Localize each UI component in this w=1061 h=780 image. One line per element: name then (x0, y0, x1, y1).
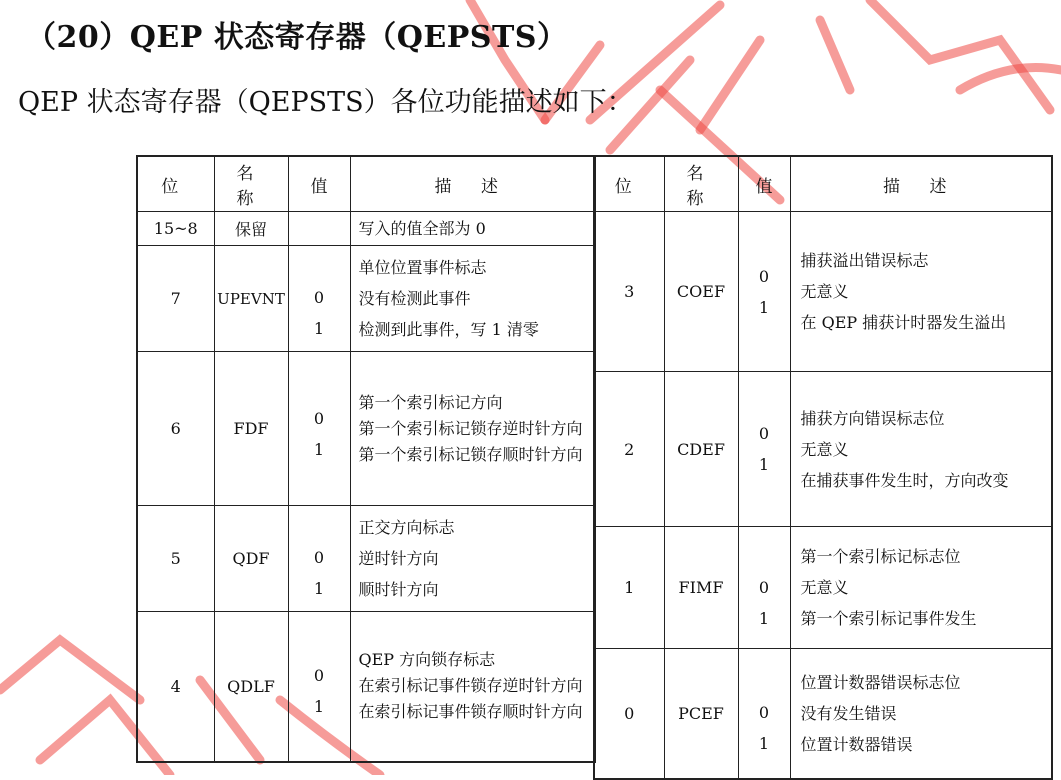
desc-cell (790, 372, 1052, 527)
desc-line: 在索引标记事件锁存逆时针方向 (358, 676, 583, 696)
table-header-row (137, 156, 595, 212)
desc-line: 顺时针方向 (358, 580, 439, 599)
desc-line: 捕获溢出错误标志 (800, 251, 929, 270)
bit-cell: 6 (137, 352, 214, 506)
bit-cell: 3 (594, 212, 664, 372)
name-cell: CDEF (664, 372, 738, 527)
table-row (137, 212, 595, 246)
name-cell: UPEVNT (214, 246, 288, 352)
table-row (137, 612, 595, 762)
desc-line: 检测到此事件，写 1 清零 (358, 320, 539, 339)
value-cell: 0 1 (288, 352, 350, 506)
desc-line: 第一个索引标记方向 (358, 392, 503, 412)
bit-cell: 7 (137, 246, 214, 352)
bit-cell: 1 (594, 527, 664, 649)
desc-line: QEP 方向锁存标志 (358, 650, 496, 670)
value-cell (288, 212, 350, 246)
bit-cell: 5 (137, 506, 214, 612)
bits-table-left (136, 155, 596, 763)
header-bit: 位 (137, 156, 214, 212)
header-desc: 描 述 (350, 156, 595, 212)
desc-line: 单位位置事件标志 (358, 258, 487, 277)
desc-line: 在 QEP 捕获计时器发生溢出 (800, 313, 1007, 332)
value-cell: 0 1 (288, 612, 350, 762)
name-cell: COEF (664, 212, 738, 372)
bits-table-right (593, 155, 1053, 780)
desc-cell (790, 527, 1052, 649)
section-heading: （20）QEP 状态寄存器（QEPSTS） (26, 20, 568, 55)
desc-line: 无意义 (800, 439, 849, 459)
table-row (137, 246, 595, 352)
desc-line: 无意义 (800, 578, 849, 597)
header-value: 值 (288, 156, 350, 212)
bit-cell: 4 (137, 612, 214, 762)
table-row (594, 649, 1052, 779)
desc-cell (790, 649, 1052, 779)
bit-cell: 15~8 (137, 212, 214, 246)
table-row (137, 506, 595, 612)
desc-line: 写入的值全部为 0 (358, 218, 486, 238)
desc-line: 在捕获事件发生时，方向改变 (800, 470, 1009, 490)
table-row (594, 212, 1052, 372)
desc-cell (350, 612, 595, 762)
name-cell: 保留 (214, 212, 288, 246)
desc-line: 无意义 (800, 282, 849, 301)
value-cell: 0 1 (738, 527, 790, 649)
header-bit: 位 (594, 156, 664, 212)
desc-line: 没有检测此事件 (358, 289, 471, 308)
value-cell: 0 1 (738, 372, 790, 527)
value-cell: 0 1 (738, 212, 790, 372)
name-cell: FDF (214, 352, 288, 506)
desc-cell (350, 506, 595, 612)
desc-line: 在索引标记事件锁存顺时针方向 (358, 702, 583, 722)
desc-line: 位置计数器错误标志位 (800, 672, 961, 692)
table-row (594, 527, 1052, 649)
desc-line: 位置计数器错误 (800, 734, 913, 754)
value-cell: 0 1 (738, 649, 790, 779)
desc-cell (350, 212, 595, 246)
desc-cell (350, 246, 595, 352)
desc-cell (350, 352, 595, 506)
desc-line: 正交方向标志 (358, 518, 455, 537)
table-header-row (594, 156, 1052, 212)
desc-line: 第一个索引标记标志位 (800, 547, 961, 566)
table-row (594, 372, 1052, 527)
header-value: 值 (738, 156, 790, 212)
desc-line: 没有发生错误 (800, 703, 897, 723)
value-cell: 0 1 (288, 506, 350, 612)
desc-line: 第一个索引标记锁存逆时针方向 (358, 418, 583, 438)
desc-cell (790, 212, 1052, 372)
table-row (137, 352, 595, 506)
header-name: 名 称 (664, 156, 738, 212)
name-cell: QDLF (214, 612, 288, 762)
value-cell: 0 1 (288, 246, 350, 352)
header-desc: 描 述 (790, 156, 1052, 212)
intro-text: QEP 状态寄存器（QEPSTS）各位功能描述如下： (18, 87, 634, 118)
bit-cell: 0 (594, 649, 664, 779)
name-cell: FIMF (664, 527, 738, 649)
header-name: 名 称 (214, 156, 288, 212)
desc-line: 第一个索引标记锁存顺时针方向 (358, 444, 583, 464)
desc-line: 捕获方向错误标志位 (800, 408, 945, 428)
name-cell: PCEF (664, 649, 738, 779)
name-cell: QDF (214, 506, 288, 612)
bit-cell: 2 (594, 372, 664, 527)
desc-line: 第一个索引标记事件发生 (800, 609, 977, 628)
desc-line: 逆时针方向 (358, 549, 439, 568)
